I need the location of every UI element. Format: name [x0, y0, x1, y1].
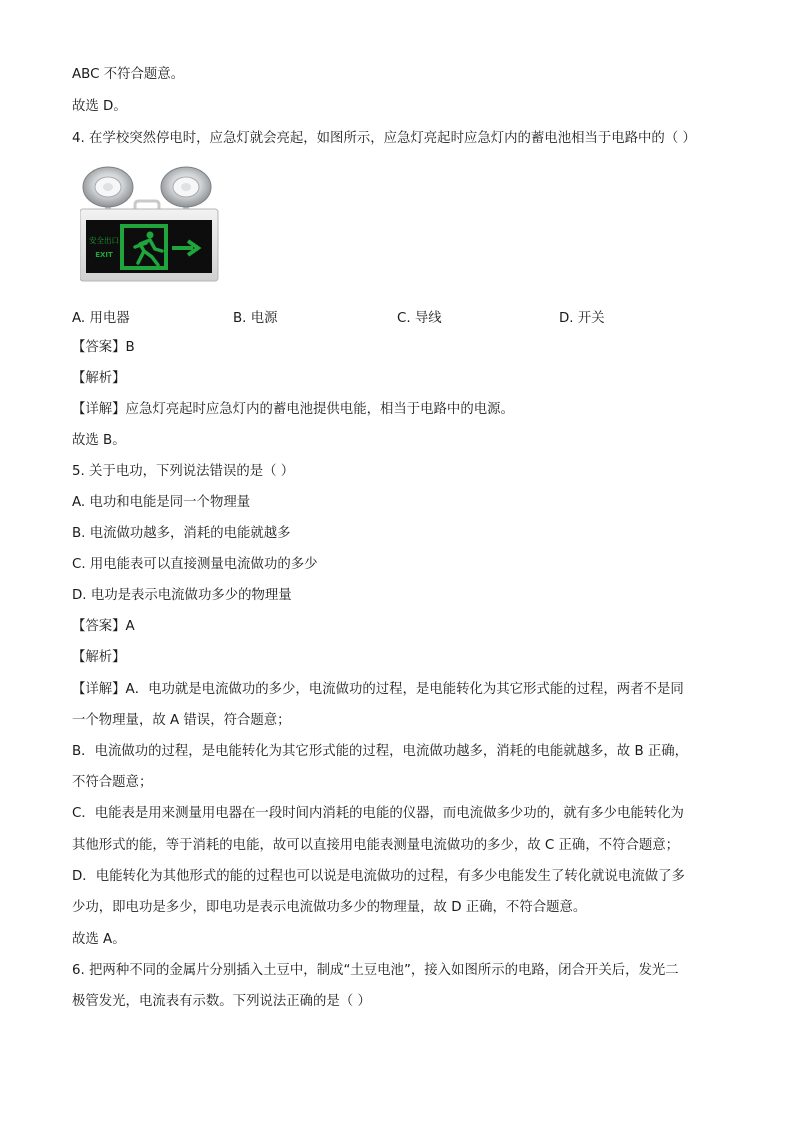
detail-text: 其他形式的能，等于消耗的电能，故可以直接用电能表测量电流做功的多少，故 C 正确，不符合题意； [72, 838, 680, 853]
q5-option-b: B. 电流做功越多，消耗的电能就越多 [72, 526, 291, 541]
text-line: 故选 A。 [72, 932, 126, 947]
detail-text: 一个物理量，故 A 错误，符合题意； [72, 713, 291, 728]
text-line: 故选 B。 [72, 433, 126, 448]
question-6-cont: 极管发光，电流表有示数。下列说法正确的是（ ） [72, 994, 371, 1009]
exit-sign-en: EXIT [95, 251, 113, 259]
analysis-label: 【解析】 [72, 371, 126, 386]
answer-label: 【答案】A [72, 619, 135, 634]
q4-option-d: D. 开关 [559, 311, 605, 326]
emergency-light-image [80, 165, 220, 283]
analysis-label: 【解析】 [72, 650, 126, 665]
detail-text: 【详解】应急灯亮起时应急灯内的蓄电池提供电能，相当于电路中的电源。 [72, 402, 514, 417]
text-line: 故选 D。 [72, 99, 127, 114]
emergency-light-figure [80, 165, 220, 283]
q5-option-c: C. 用电能表可以直接测量电流做功的多少 [72, 557, 318, 572]
question-4: 4. 在学校突然停电时，应急灯就会亮起，如图所示，应急灯亮起时应急灯内的蓄电池相当于电路中的（ ） [72, 131, 696, 146]
q5-option-d: D. 电功是表示电流做功多少的物理量 [72, 588, 292, 603]
question-6: 6. 把两种不同的金属片分别插入土豆中，制成“土豆电池”，接入如图所示的电路，闭合开关后，发光二 [72, 963, 679, 978]
q4-option-c: C. 导线 [397, 311, 442, 326]
q4-options [72, 307, 692, 327]
answer-label: 【答案】B [72, 340, 135, 355]
detail-text: 【详解】A．电功就是电流做功的多少，电流做功的过程，是电能转化为其它形式能的过程，两者不是同 [72, 682, 684, 697]
detail-text: B．电流做功的过程，是电能转化为其它形式能的过程，电流做功越多，消耗的电能就越多，故 B 正确， [72, 744, 689, 759]
q4-option-b: B. 电源 [233, 311, 278, 326]
exit-sign-cn: 安全出口 [89, 236, 119, 245]
question-5: 5. 关于电功，下列说法错误的是（ ） [72, 464, 295, 479]
detail-text: D．电能转化为其他形式的能的过程也可以说是电流做功的过程，有多少电能发生了转化就说电流做了多 [72, 869, 685, 884]
text-line: ABC 不符合题意。 [72, 67, 185, 82]
q4-option-a: A. 用电器 [72, 311, 130, 326]
q5-option-a: A. 电功和电能是同一个物理量 [72, 495, 251, 510]
detail-text: C．电能表是用来测量用电器在一段时间内消耗的电能的仪器，而电流做多少功的，就有多少电能转化为 [72, 806, 684, 821]
detail-text: 不符合题意； [72, 775, 153, 790]
detail-text: 少功，即电功是多少，即电功是表示电流做功多少的物理量，故 D 正确，不符合题意。 [72, 900, 587, 915]
